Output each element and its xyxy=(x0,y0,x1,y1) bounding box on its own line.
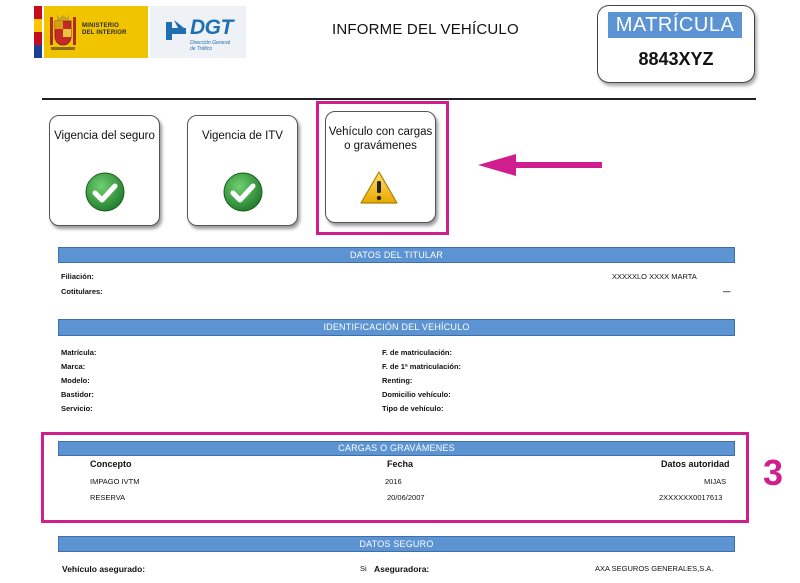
ident-label: Tipo de vehículo: xyxy=(382,404,444,413)
aseguradora-value: AXA SEGUROS GENERALES,S.A. xyxy=(595,564,714,573)
warning-icon xyxy=(359,170,399,206)
dgt-logo xyxy=(150,6,246,58)
ident-label: Domicilio vehículo: xyxy=(382,390,451,399)
ident-label: F. de 1ª matriculación: xyxy=(382,362,462,371)
column-concepto: Concepto xyxy=(90,459,132,469)
ident-label: Marca: xyxy=(61,362,86,371)
check-icon xyxy=(222,171,264,213)
asegurado-value: Si xyxy=(360,564,367,573)
filiacion-value: XXXXXLO XXXX MARTA xyxy=(612,272,697,281)
ministry-line2: DEL INTERIOR xyxy=(82,30,127,36)
cargas-autoridad: MIJAS xyxy=(704,477,727,486)
ident-label: Servicio: xyxy=(61,404,93,413)
dgt-subtitle-line1: Dirección General xyxy=(190,40,231,46)
callout-number: 3 xyxy=(763,452,784,493)
cargas-autoridad: 2XXXXXX0017613 xyxy=(659,493,723,502)
cargas-fecha: 2016 xyxy=(385,477,402,486)
header-divider xyxy=(42,98,756,100)
dgt-name: DGT xyxy=(190,16,233,39)
spain-flag-strip xyxy=(34,6,42,58)
cargas-concepto: IMPAGO IVTM xyxy=(90,477,140,486)
pointer-arrow-icon xyxy=(476,150,604,180)
aseguradora-label: Aseguradora: xyxy=(374,564,430,574)
status-card-insurance xyxy=(49,115,160,226)
status-label-insurance: Vigencia del seguro xyxy=(54,130,155,142)
column-fecha: Fecha xyxy=(387,459,414,469)
dgt-logo-icon xyxy=(162,18,190,44)
dgt-subtitle xyxy=(190,40,230,52)
section-header-titular: DATOS DEL TITULAR xyxy=(58,247,735,263)
coat-of-arms-icon xyxy=(48,11,78,53)
section-header-identificacion: IDENTIFICACIÓN DEL VEHÍCULO xyxy=(58,319,735,336)
cotitulares-value: — xyxy=(723,287,731,296)
plate-number: 8843XYZ xyxy=(638,49,714,69)
ministry-name xyxy=(82,23,127,37)
ident-label: Bastidor: xyxy=(61,390,94,399)
dgt-subtitle-line2: de Tráfico xyxy=(190,46,212,52)
cargas-fecha: 20/06/2007 xyxy=(387,493,425,502)
status-card-itv xyxy=(187,115,298,226)
filiacion-label: Filiación: xyxy=(61,272,94,281)
plate-label: MATRÍCULA xyxy=(608,12,742,38)
status-card-cargas xyxy=(325,111,436,223)
section-header-cargas: CARGAS O GRAVÁMENES xyxy=(58,441,735,456)
ident-label: F. de matriculación: xyxy=(382,348,453,357)
section-header-seguro: DATOS SEGURO xyxy=(58,536,735,552)
plate-card xyxy=(597,5,755,83)
asegurado-label: Vehículo asegurado: xyxy=(62,564,146,574)
cargas-concepto: RESERVA xyxy=(90,493,126,502)
check-icon xyxy=(84,171,126,213)
ident-label: Matrícula: xyxy=(61,348,97,357)
status-label-itv: Vigencia de ITV xyxy=(202,130,283,142)
status-label-cargas xyxy=(326,125,435,153)
status-label-cargas-line1: Vehículo con cargas xyxy=(328,126,433,138)
ministry-line1: MINISTERIO xyxy=(82,23,120,29)
column-datos-autoridad: Datos autoridad xyxy=(661,459,730,469)
report-title: INFORME DEL VEHÍCULO xyxy=(332,21,519,38)
status-label-cargas-line2: o gravámenes xyxy=(344,140,417,152)
ident-label: Renting: xyxy=(382,376,413,385)
header-logos xyxy=(34,6,246,58)
cotitulares-label: Cotitulares: xyxy=(61,287,103,296)
ministry-logo xyxy=(44,6,148,58)
ident-label: Modelo: xyxy=(61,376,90,385)
